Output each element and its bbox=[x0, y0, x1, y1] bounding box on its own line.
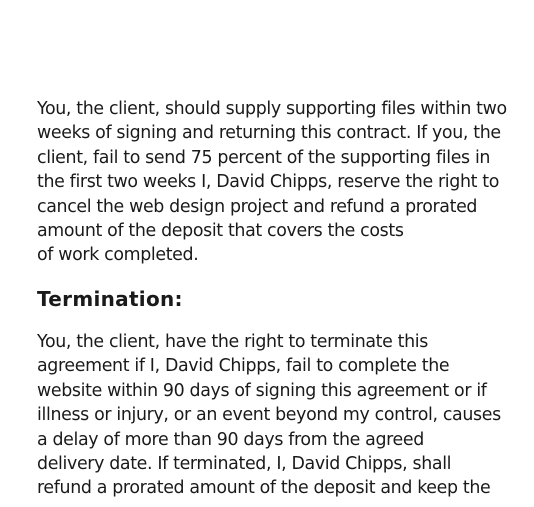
paragraph-line: of work completed. bbox=[37, 245, 199, 266]
paragraph-line: delivery date. If terminated, I, David Chipps, shall bbox=[37, 453, 452, 474]
paragraph-line: website within 90 days of signing this agreement or if bbox=[37, 380, 487, 401]
paragraph-line: amount of the deposit that covers the costs bbox=[37, 220, 404, 241]
paragraph-line: refund a prorated amount of the deposit and keep the bbox=[37, 478, 491, 499]
paragraph-line: illness or injury, or an event beyond my control, causes bbox=[37, 405, 501, 426]
paragraph-line: You, the client, should supply supporting files within two bbox=[37, 99, 507, 119]
paragraph-line: cancel the web design project and refund a prorated bbox=[37, 196, 478, 217]
paragraph-line: You, the client, have the right to terminate this bbox=[37, 332, 429, 352]
paragraph-line: weeks of signing and returning this contract. If you, the bbox=[37, 123, 501, 144]
paragraph-line: client, fail to send 75 percent of the supporting files in bbox=[37, 147, 491, 168]
paragraph-line: the first two weeks I, David Chipps, reserve the right to bbox=[37, 172, 500, 193]
paragraph-line: agreement if I, David Chipps, fail to complete the bbox=[37, 356, 450, 377]
termination-paragraph bbox=[37, 330, 501, 501]
termination-heading: Termination: bbox=[37, 287, 183, 311]
paragraph-line: a delay of more than 90 days from the agreed bbox=[37, 429, 424, 450]
supporting-files-paragraph bbox=[37, 97, 507, 268]
